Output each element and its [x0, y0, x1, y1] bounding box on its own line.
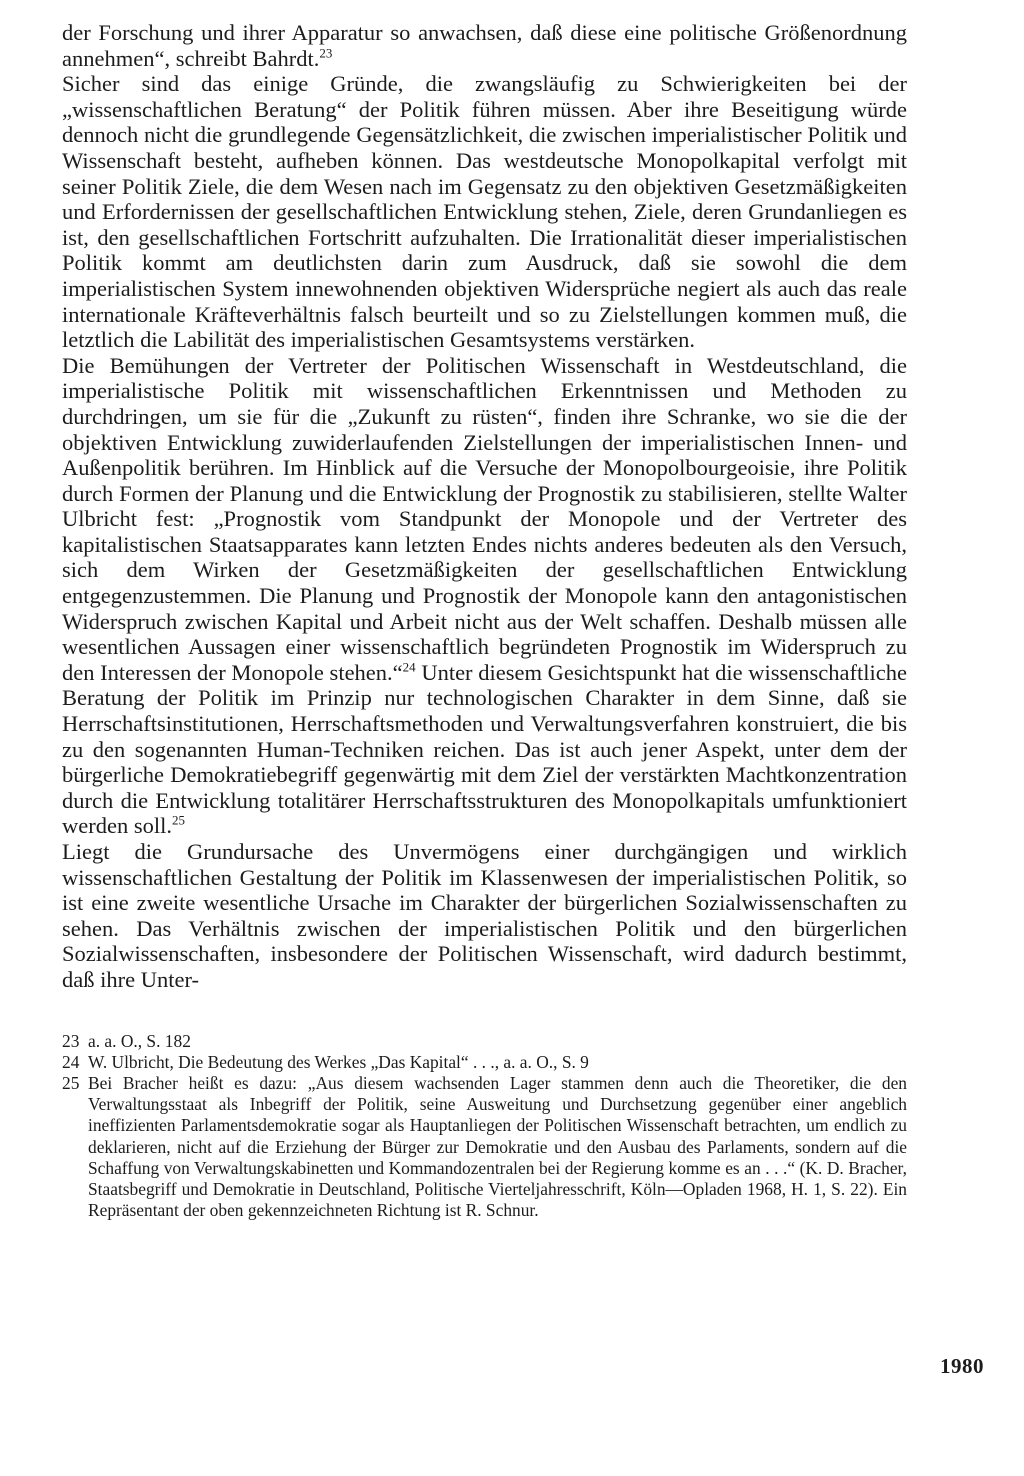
footnotes — [62, 1031, 907, 1222]
paragraph-3-text-a: Die Bemühungen der Vertreter der Politischen Wissenschaft in Westdeutschland, die imperialistische Politik mit wissenschaftlichen Erkenntnissen und Methoden zu durchdringen, um sie für die „Zukunft zu rüsten“, finden ihre Schranke, wo sie die der objektiven Entwicklung zuwiderlaufenden Zielstellungen der imperialistischen Innen- und Außenpolitik berühren. Im Hinblick auf die Versuche der Monopolbourgeoisie, ihre Politik durch Formen der Planung und die Entwicklung der Prognostik zu stabilisieren, stellte Walter Ulbricht fest: „Prognostik vom Standpunkt der Monopole und der Vertreter des kapitalistischen Staatsapparates kann letzten Endes nichts anderes bedeuten als den Versuch, sich dem Wirken der Gesetzmäßigkeiten der gesellschaftlichen Entwicklung entgegenzustemmen. Die Planung und Prognostik der Monopole kann den antagonistischen Widerspruch zwischen Kapital und Arbeit nicht aus der Welt schaffen. Deshalb müssen alle wesentlichen Aussagen einer wissenschaftlich begründeten Prognostik im Widerspruch zu den Interessen der Monopole stehen.“ — [62, 352, 907, 685]
footnote-24 — [62, 1052, 907, 1073]
paragraph-2: Sicher sind das einige Gründe, die zwangsläufig zu Schwierigkeiten bei der „wissenschaftlichen Beratung“ der Politik führen müssen. Aber ihre Beseitigung würde dennoch nicht die grundlegende Gegensätzlichkeit, die zwischen imperialistischer Politik und Wissenschaft besteht, aufheben können. Das westdeutsche Monopolkapital verfolgt mit seiner Politik Ziele, die dem Wesen nach im Gegensatz zu den objektiven Gesetzmäßigkeiten und Erfordernissen der gesellschaftlichen Entwicklung stehen, Ziele, deren Grundanliegen es ist, den gesellschaftlichen Fortschritt aufzuhalten. Die Irrationalität dieser imperialistischen Politik kommt am deutlichsten darin zum Ausdruck, daß sie sowohl die dem imperialistischen System innewohnenden objektiven Widersprüche negiert als auch das reale internationale Kräfteverhältnis falsch beurteilt und so zu Zielstellungen kommen muß, die letztlich die Labilität des imperialistischen Gesamtsystems verstärken. — [62, 71, 907, 353]
footnote-ref-25: 25 — [171, 812, 185, 828]
paragraph-1-text: der Forschung und ihrer Apparatur so anwachsen, daß diese eine politische Größenordnung annehmen“, schreibt Bahrdt. — [62, 20, 907, 71]
footnote-number: 23 — [62, 1030, 80, 1051]
footnote-23 — [62, 1031, 907, 1052]
paragraph-4: Liegt die Grundursache des Unvermögens einer durchgängigen und wirklich wissenschaftlichen Gestaltung der Politik im Klassenwesen der imperialistischen Politik, so ist eine zweite wesentliche Ursache im Charakter der bürgerlichen Sozialwissenschaften zu sehen. Das Verhältnis zwischen der imperialistischen Politik und den bürgerlichen Sozialwissenschaften, insbesondere der Politischen Wissenschaft, wird dadurch bestimmt, daß ihre Unter- — [62, 839, 907, 992]
paragraph-3 — [62, 353, 907, 839]
footnote-number: 25 — [62, 1072, 80, 1093]
main-text — [62, 20, 907, 993]
footnote-number: 24 — [62, 1051, 80, 1072]
footnote-text: a. a. O., S. 182 — [88, 1030, 191, 1051]
footnote-text: Bei Bracher heißt es dazu: „Aus diesem wachsenden Lager stammen denn auch die Theoretiker, die den Verwaltungsstaat als Inbegriff der Politik, seine Ausweitung und Durchsetzung gegenüber einer angeblich ineffizienten Parlamentsdemokratie sogar als Hauptanliegen der Politischen Wissenschaft betrachten, um endlich zu deklarieren, nicht auf die Erziehung der Bürger zur Demokratie und den Ausbau des Parlaments, sondern auf die Schaffung von Verwaltungskabinetten und Kommandozentralen bei der Regierung komme es an . . .“ (K. D. Bracher, Staatsbegriff und Demokratie in Deutschland, Politische Vierteljahresschrift, Köln—Opladen 1968, H. 1, S. 22). Ein Repräsentant der oben gekennzeichneten Richtung ist R. Schnur. — [88, 1072, 907, 1221]
footnote-ref-23: 23 — [319, 45, 333, 61]
paragraph-1 — [62, 20, 907, 71]
footnote-25 — [62, 1073, 907, 1221]
page-number: 1980 — [940, 1354, 984, 1378]
footnote-text: W. Ulbricht, Die Bedeutung des Werkes „Das Kapital“ . . ., a. a. O., S. 9 — [88, 1051, 589, 1072]
document-page — [62, 20, 907, 1221]
paragraph-3-text-b: Unter diesem Gesichtspunkt hat die wissenschaftliche Beratung der Politik im Prinzip nur technologischen Charakter in dem Sinne, daß sie Herrschaftsinstitutionen, Herrschaftsmethoden und Verwaltungsverfahren konstruiert, die bis zu den sogenannten Human-Techniken reichen. Das ist auch jener Aspekt, unter dem der bürgerliche Demokratiebegriff gegenwärtig mit dem Ziel der verstärkten Machtkonzentration durch die Entwicklung totalitärer Herrschaftsstrukturen des Monopolkapitals umfunktioniert werden soll. — [62, 659, 907, 839]
footnote-ref-24: 24 — [402, 659, 416, 675]
